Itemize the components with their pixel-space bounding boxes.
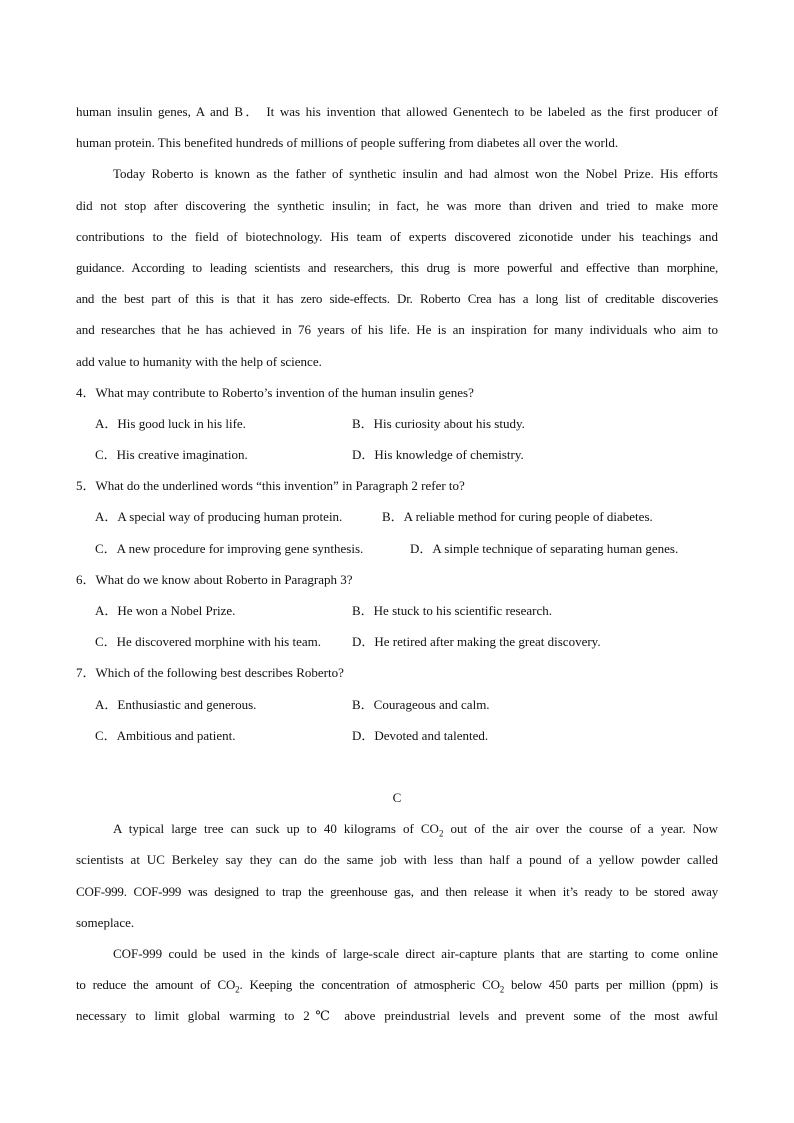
question-stem: 4．What may contribute to Roberto’s invention of the human insulin genes?	[76, 384, 474, 400]
option-d: D．His knowledge of chemistry.	[352, 447, 524, 463]
option-row	[76, 601, 718, 632]
section-heading: C	[392, 789, 402, 805]
option-b: B．Courageous and calm.	[352, 696, 490, 712]
option-row	[76, 507, 718, 538]
option-d: D．He retired after making the great discovery.	[352, 634, 601, 650]
text-line: and the best part of this is that it has zero side-effects. Dr. Roberto Crea has a long list of creditable discoveries	[76, 291, 718, 307]
text-line	[76, 819, 718, 850]
document-page	[76, 102, 718, 1037]
option-row	[76, 632, 718, 663]
option-a: A．Enthusiastic and generous.	[95, 696, 257, 712]
subscript: 2	[499, 984, 505, 995]
option-row	[76, 539, 718, 570]
option-b: B．He stuck to his scientific research.	[352, 603, 552, 618]
question-stem: 5．What do the underlined words “this invention” in Paragraph 2 refer to?	[76, 478, 465, 494]
text-line: contributions to the field of biotechnology. His team of experts discovered ziconotide under his teachings and	[76, 228, 718, 244]
option-c: C．He discovered morphine with his team.	[95, 634, 322, 650]
option-a: A．His good luck in his life.	[95, 415, 246, 431]
text-line: scientists at UC Berkeley say they can do the same job with less than half a pound of a yellow powder called	[76, 852, 718, 868]
option-d: D．Devoted and talented.	[352, 727, 489, 743]
option-row	[76, 695, 718, 726]
text-line: someplace.	[76, 914, 135, 930]
option-a: A．He won a Nobel Prize.	[95, 603, 236, 618]
text-line: Today Roberto is known as the father of synthetic insulin and had almost won the Nobel Prize. His efforts	[113, 166, 718, 182]
spacer	[76, 757, 718, 788]
text-line: COF-999 could be used in the kinds of large-scale direct air-capture plants that are starting to come online	[113, 945, 718, 961]
text-line: necessary to limit global warming to 2℃ above preindustrial levels and prevent some of the most awful	[76, 1008, 718, 1024]
text-run: below 450 parts per million (ppm) is	[504, 977, 718, 993]
option-row	[76, 726, 718, 757]
option-c: C．A new procedure for improving gene synthesis.	[95, 540, 364, 556]
text-line: add value to humanity with the help of science.	[76, 353, 322, 369]
text-line: COF-999. COF-999 was designed to trap the greenhouse gas, and then release it when it’s ready to be stored away	[76, 883, 718, 899]
text-line	[76, 975, 718, 1006]
text-line: and researches that he has achieved in 76 years of his life. He is an inspiration for many individuals who aim to	[76, 322, 718, 338]
text-line: human insulin genes, A and B． It was his invention that allowed Genentech to be labeled as the first producer of	[76, 104, 718, 119]
text-line: guidance. According to leading scientists and researchers, this drug is more powerful and effective than morphine,	[76, 259, 718, 275]
text-run: to reduce the amount of CO	[76, 977, 236, 993]
option-row	[76, 445, 718, 476]
text-line: human protein. This benefited hundreds of millions of people suffering from diabetes all over the world.	[76, 135, 619, 151]
subscript: 2	[438, 828, 444, 839]
option-b: B．His curiosity about his study.	[352, 415, 525, 431]
option-row	[76, 414, 718, 445]
text-run: A typical large tree can suck up to 40 kilograms of CO	[113, 821, 439, 837]
option-a: A．A special way of producing human protein.	[95, 509, 343, 525]
text-run: out of the air over the course of a year. Now	[443, 821, 718, 837]
option-d: D．A simple technique of separating human genes.	[410, 540, 679, 556]
subscript: 2	[235, 984, 240, 995]
option-b: B．A reliable method for curing people of diabetes.	[382, 509, 653, 525]
question-stem: 6．What do we know about Roberto in Paragraph 3?	[76, 571, 353, 587]
text-line: did not stop after discovering the synthetic insulin; in fact, he was more than driven and tried to make more	[76, 197, 718, 213]
text-run: . Keeping the concentration of atmospheric CO	[239, 977, 500, 993]
option-c: C．Ambitious and patient.	[95, 727, 236, 743]
question-stem: 7．Which of the following best describes Roberto?	[76, 665, 344, 681]
option-c: C．His creative imagination.	[95, 447, 248, 463]
